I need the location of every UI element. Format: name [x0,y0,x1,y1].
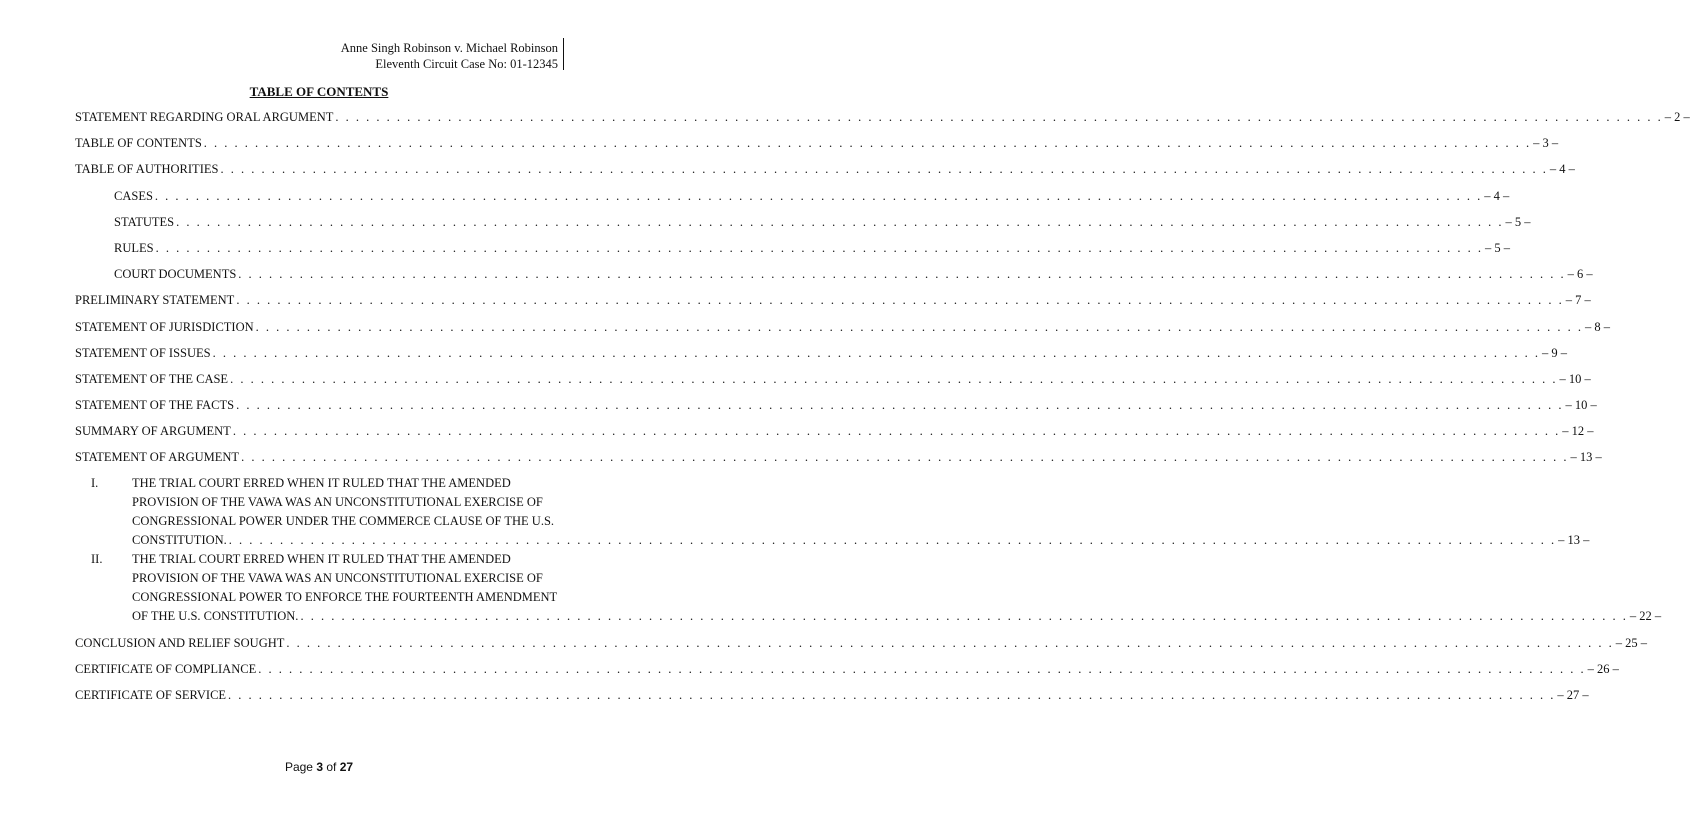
toc-entry [75,392,1597,418]
toc-subentry [75,261,1593,287]
table-of-contents [75,104,1690,708]
toc-entry [75,656,1619,682]
toc-entry-label: COURT DOCUMENTS [114,267,237,282]
argument-issue [75,550,1662,626]
dot-leader [241,444,1568,470]
issue-line: PROVISION OF THE VAWA WAS AN UNCONSTITUTIONAL EXERCISE OF [132,494,543,509]
toc-entry-label: STATUTES [114,214,175,229]
dot-leader [230,366,1557,392]
toc-entry-label: STATEMENT OF JURISDICTION [75,319,254,334]
header-rule [563,38,564,70]
issue-line: THE TRIAL COURT ERRED WHEN IT RULED THAT THE AMENDED [132,475,511,490]
toc-entry [75,287,1591,313]
dot-leader [155,183,1482,209]
dot-leader [220,156,1547,182]
toc-subentry [75,235,1510,261]
issue-number: I. [91,475,99,490]
toc-entry-page: – 10 – [1559,371,1591,386]
toc-entry-label: TABLE OF AUTHORITIES [75,162,219,177]
dot-leader [228,682,1555,708]
case-header [341,40,564,72]
toc-entry-page: – 25 – [1615,635,1648,650]
toc-entry-page: – 4 – [1484,188,1510,203]
dot-leader [236,287,1563,313]
argument-issue [75,474,1590,550]
issue-heading [132,550,1661,626]
toc-entry-label: TABLE OF CONTENTS [75,136,202,151]
toc-entry-label: PRELIMINARY STATEMENT [75,293,235,308]
toc-entry-label: STATEMENT REGARDING ORAL ARGUMENT [75,110,334,124]
toc-entry [75,682,1589,708]
dot-leader [213,340,1540,366]
toc-entry-page: – 12 – [1562,424,1594,439]
dot-leader [300,607,1627,626]
issue-line: PROVISION OF THE VAWA WAS AN UNCONSTITUTIONAL EXERCISE OF [132,570,543,585]
issue-last-line [132,607,1661,626]
toc-entry-label: CERTIFICATE OF COMPLIANCE [75,661,257,676]
dot-leader [204,130,1531,156]
issue-heading [132,474,1589,550]
toc-entry-page: – 7 – [1565,293,1591,308]
toc-entry-page: – 2 – [1664,110,1690,124]
toc-entry [75,130,1559,156]
toc-entry-page: – 3 – [1533,136,1559,151]
total-pages: 27 [339,760,354,774]
dot-leader [335,104,1662,130]
issue-line: CONGRESSIONAL POWER UNDER THE COMMERCE CLAUSE OF THE U.S. [132,513,555,528]
toc-entry-label: CASES [114,188,153,203]
toc-subentry [75,209,1531,235]
toc-entry-label: CERTIFICATE OF SERVICE [75,688,227,702]
toc-entry-page: – 6 – [1567,267,1593,282]
issue-line: OF THE U.S. CONSTITUTION. [132,608,299,623]
case-caption: Anne Singh Robinson v. Michael Robinson [340,41,558,55]
dot-leader [256,314,1583,340]
toc-entry-label: STATEMENT OF THE FACTS [75,398,235,413]
toc-entry-page: – 26 – [1587,661,1619,676]
toc-entry-page: – 4 – [1549,162,1575,177]
dot-leader [258,656,1585,682]
toc-entry [75,444,1602,470]
page-footer [0,760,638,774]
toc-entry-label: STATEMENT OF ISSUES [75,345,211,360]
current-page: 3 [316,760,323,774]
toc-entry-page: – 8 – [1585,319,1611,334]
toc-entry-page: – 10 – [1565,398,1597,413]
toc-entry [75,366,1591,392]
issue-number: II. [91,551,103,566]
dot-leader [233,418,1560,444]
dot-leader [238,261,1565,287]
toc-entry [75,314,1611,340]
issue-line: THE TRIAL COURT ERRED WHEN IT RULED THAT THE AMENDED [132,551,511,566]
toc-subentry [75,183,1510,209]
toc-entry-page: – 13 – [1570,450,1602,465]
dot-leader [286,630,1613,656]
issue-page: – 13 – [1558,532,1590,547]
case-number: Eleventh Circuit Case No: 01-12345 [375,57,558,71]
toc-title: TABLE OF CONTENTS [249,84,389,99]
toc-entry-page: – 27 – [1557,688,1589,702]
toc-entry-page: – 5 – [1484,240,1510,255]
dot-leader [176,209,1503,235]
toc-entry-label: STATEMENT OF ARGUMENT [75,450,240,465]
toc-entry [75,630,1648,656]
dot-leader [229,531,1556,550]
issue-line: CONSTITUTION. [132,532,227,547]
toc-entry-label: RULES [114,240,154,255]
issue-page: – 22 – [1629,608,1662,623]
page-of: of [326,760,337,774]
issue-last-line [132,531,1589,550]
toc-entry-page: – 5 – [1505,214,1531,229]
toc-entry [75,340,1567,366]
toc-entry-label: SUMMARY OF ARGUMENT [75,424,231,439]
toc-entry-label: STATEMENT OF THE CASE [75,371,229,386]
toc-entry [75,156,1575,182]
dot-leader [236,392,1563,418]
toc-entry-page: – 9 – [1541,345,1567,360]
toc-entry [75,418,1594,444]
toc-entry-label: CONCLUSION AND RELIEF SOUGHT [75,635,285,650]
toc-entry [75,104,1690,130]
page-label: Page [284,760,313,774]
dot-leader [156,235,1483,261]
issue-line: CONGRESSIONAL POWER TO ENFORCE THE FOURTEENTH AMENDMENT [132,589,558,604]
